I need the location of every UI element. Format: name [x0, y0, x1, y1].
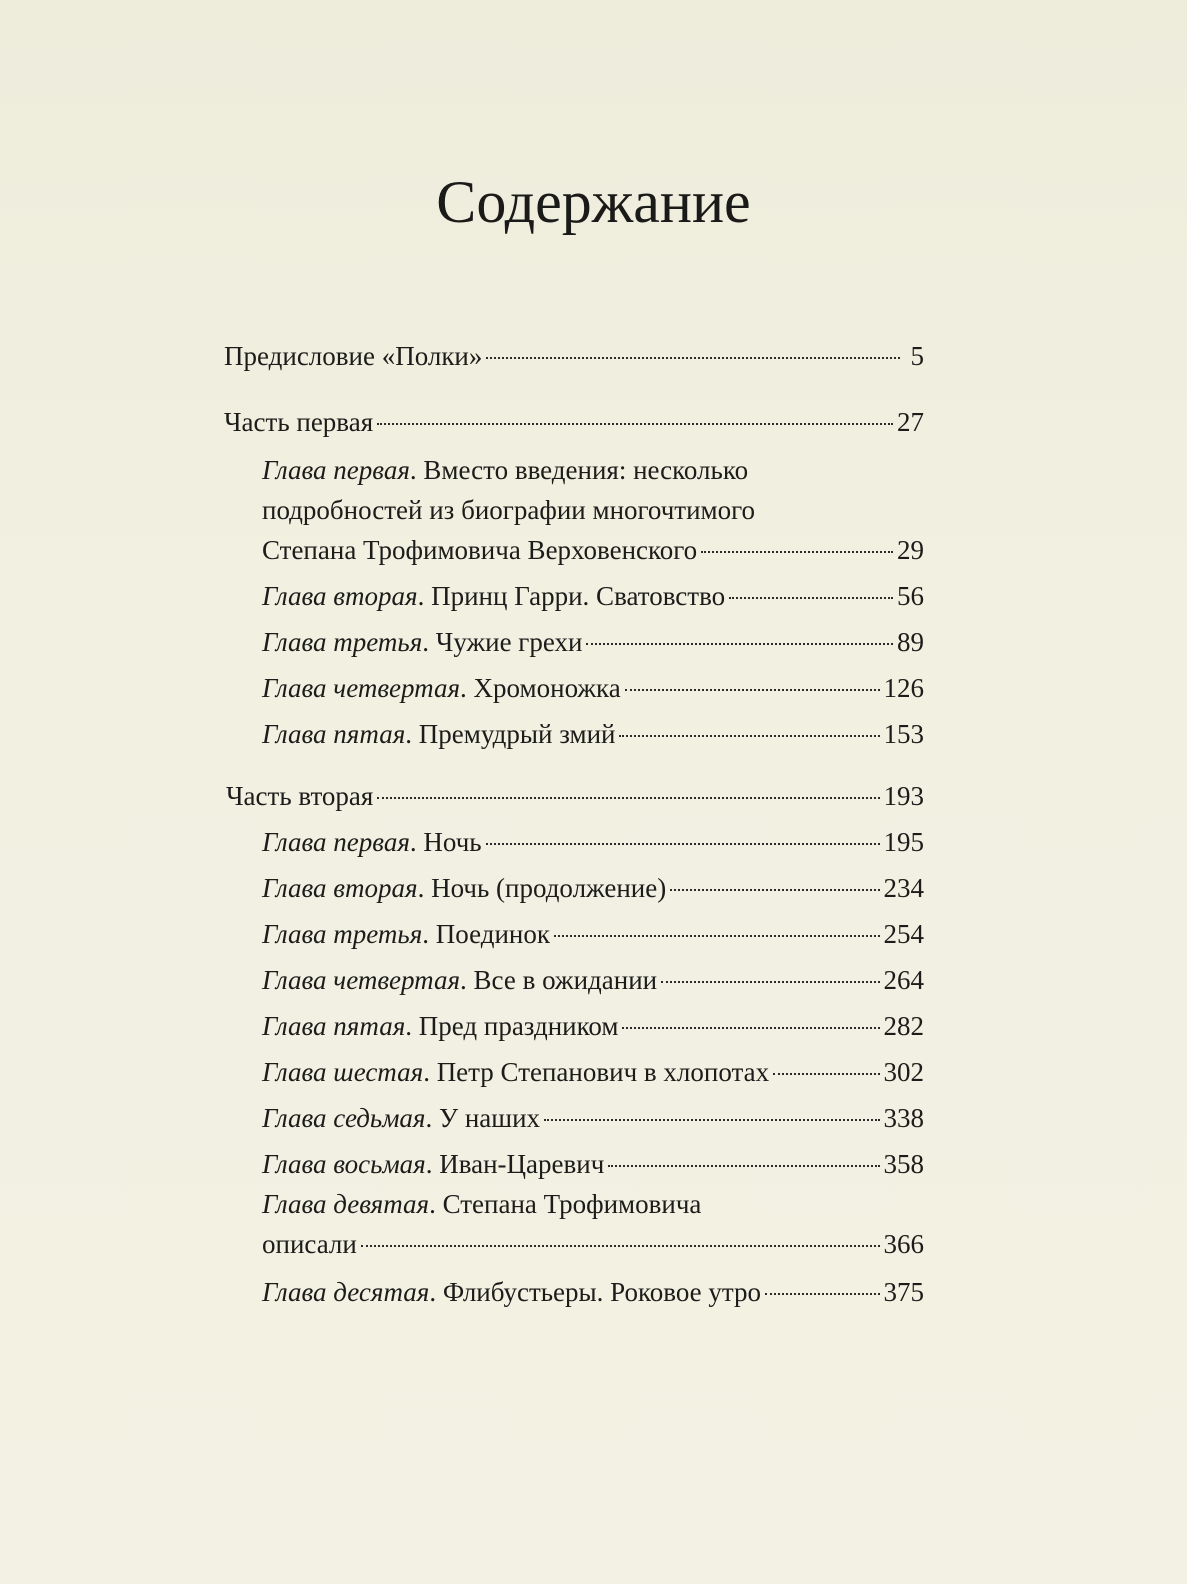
toc-entry-label: Часть вторая — [226, 781, 374, 811]
toc-leader-dots — [377, 797, 879, 799]
toc-page-number: 338 — [883, 1103, 924, 1133]
toc-chapter-title: Чужие грехи — [435, 627, 583, 657]
toc-chapter-number: Глава десятая — [262, 1277, 430, 1307]
toc-leader-dots — [765, 1293, 879, 1295]
toc-page-number: 193 — [883, 781, 924, 811]
toc-leader-dots — [486, 357, 900, 359]
toc-entry-p2-ch3[interactable]: Глава третья. Поединок 254 — [262, 914, 924, 954]
toc-leader-dots — [544, 1119, 879, 1121]
toc-leader-dots — [619, 735, 879, 737]
toc-page-number: 366 — [883, 1229, 924, 1259]
toc-leader-dots — [701, 551, 893, 553]
toc-page-number: 27 — [897, 407, 924, 437]
toc-entry-p1-ch5[interactable]: Глава пятая. Премудрый змий 153 — [262, 714, 924, 754]
toc-chapter-number: Глава вторая — [262, 581, 418, 611]
toc-chapter-title: Пред праздником — [418, 1011, 619, 1041]
toc-leader-dots — [608, 1165, 879, 1167]
toc-entry-preface[interactable] — [224, 336, 924, 376]
toc-leader-dots — [361, 1245, 880, 1247]
toc-chapter-number: Глава вторая — [262, 873, 418, 903]
toc-page-number: 375 — [883, 1277, 924, 1307]
toc-entry-p1-ch4[interactable]: Глава четвертая. Хромоножка 126 — [262, 668, 924, 708]
toc-chapter-title: Иван-Царевич — [439, 1149, 605, 1179]
page-title: Содержание — [436, 169, 751, 235]
toc-chapter-number: Глава третья — [262, 627, 423, 657]
toc-page-number: 254 — [883, 919, 924, 949]
toc-leader-dots — [377, 423, 893, 425]
toc-entry-p1-ch2[interactable]: Глава вторая. Принц Гарри. Сватовство 56 — [262, 576, 924, 616]
toc-entry-p2-ch4[interactable]: Глава четвертая. Все в ожидании 264 — [262, 960, 924, 1000]
toc-leader-dots — [661, 981, 879, 983]
toc-page-number: 282 — [883, 1011, 924, 1041]
toc-page-number: 29 — [897, 535, 924, 565]
toc-leader-dots — [625, 689, 880, 691]
toc-entry-label: Предисловие «Полки» — [224, 341, 483, 371]
toc-chapter-title: Все в ожидании — [473, 965, 658, 995]
toc-chapter-number: Глава седьмая — [262, 1103, 426, 1133]
toc-chapter-number: Глава шестая — [262, 1057, 424, 1087]
toc-page-number: 264 — [883, 965, 924, 995]
toc-entry-p2-ch10[interactable]: Глава десятая. Флибустьеры. Роковое утро 375 — [262, 1272, 924, 1312]
toc-entry-p1-ch1-line2 — [262, 490, 755, 530]
toc-chapter-title: Ночь — [423, 827, 482, 857]
toc-entry-part2[interactable] — [226, 776, 924, 816]
toc-chapter-title: Принц Гарри. Сватовство — [431, 581, 726, 611]
toc-page-number: 195 — [883, 827, 924, 857]
toc-entry-p2-ch6[interactable]: Глава шестая. Петр Степанович в хлопотах 302 — [262, 1052, 924, 1092]
toc-leader-dots — [670, 889, 879, 891]
toc-chapter-number: Глава третья — [262, 919, 423, 949]
toc-leader-dots — [773, 1073, 879, 1075]
toc-chapter-title: Премудрый змий — [418, 719, 616, 749]
toc-chapter-title: Петр Степанович в хлопотах — [436, 1057, 770, 1087]
toc-entry-part1[interactable] — [224, 402, 924, 442]
toc-chapter-title: подробностей из биографии многочтимого — [262, 495, 756, 525]
toc-leader-dots — [586, 643, 893, 645]
toc-chapter-number: Глава восьмая — [262, 1149, 426, 1179]
toc-chapter-title: описали — [262, 1229, 357, 1259]
toc-chapter-title: У наших — [438, 1103, 541, 1133]
toc-page-number: 358 — [883, 1149, 924, 1179]
toc-entry-p2-ch1[interactable]: Глава первая. Ночь 195 — [262, 822, 924, 862]
toc-chapter-title: Степана Трофимовича Верховенского — [262, 535, 698, 565]
toc-entry-p1-ch1-line1[interactable]: Глава первая. Вместо введения: несколько — [262, 455, 749, 485]
toc-entry-p2-ch2[interactable]: Глава вторая. Ночь (продолжение) 234 — [262, 868, 924, 908]
toc-chapter-number: Глава пятая — [262, 1011, 406, 1041]
toc-leader-dots — [554, 935, 880, 937]
toc-page-number: 89 — [897, 627, 924, 657]
toc-chapter-title: Флибустьеры. Роковое утро — [442, 1277, 762, 1307]
toc-page-number: 153 — [883, 719, 924, 749]
toc-entry-p2-ch9-line1[interactable]: Глава девятая. Степана Трофимовича — [262, 1189, 702, 1219]
toc-chapter-title: Вместо введения: несколько — [423, 455, 749, 485]
toc-leader-dots — [622, 1027, 879, 1029]
toc-chapter-number: Глава четвертая — [262, 965, 461, 995]
toc-chapter-number: Глава первая — [262, 455, 410, 485]
toc-leader-dots — [729, 597, 893, 599]
toc-entry-p1-ch3[interactable]: Глава третья. Чужие грехи 89 — [262, 622, 924, 662]
toc-page-number: 302 — [883, 1057, 924, 1087]
toc-chapter-title: Поединок — [435, 919, 550, 949]
toc-entry-p2-ch8[interactable]: Глава восьмая. Иван-Царевич 358 — [262, 1144, 924, 1184]
toc-chapter-number: Глава первая — [262, 827, 410, 857]
toc-chapter-number: Глава пятая — [262, 719, 406, 749]
toc-entry-p2-ch7[interactable]: Глава седьмая. У наших 338 — [262, 1098, 924, 1138]
toc-page-number: 5 — [910, 341, 924, 371]
toc-chapter-title: Хромоножка — [473, 673, 621, 703]
toc-page-number: 126 — [883, 673, 924, 703]
toc-chapter-title: Степана Трофимовича — [442, 1189, 702, 1219]
toc-entry-label: Часть первая — [224, 407, 374, 437]
toc-entry-p2-ch9-line2[interactable] — [262, 1224, 924, 1264]
toc-chapter-title: Ночь (продолжение) — [431, 873, 667, 903]
toc-page-number: 234 — [883, 873, 924, 903]
toc-leader-dots — [486, 843, 880, 845]
toc-page-number: 56 — [897, 581, 924, 611]
toc-chapter-number: Глава четвертая — [262, 673, 461, 703]
toc-entry-p1-ch1-line3[interactable] — [262, 530, 924, 570]
toc-entry-p2-ch5[interactable]: Глава пятая. Пред праздником 282 — [262, 1006, 924, 1046]
toc-chapter-number: Глава девятая — [262, 1189, 430, 1219]
